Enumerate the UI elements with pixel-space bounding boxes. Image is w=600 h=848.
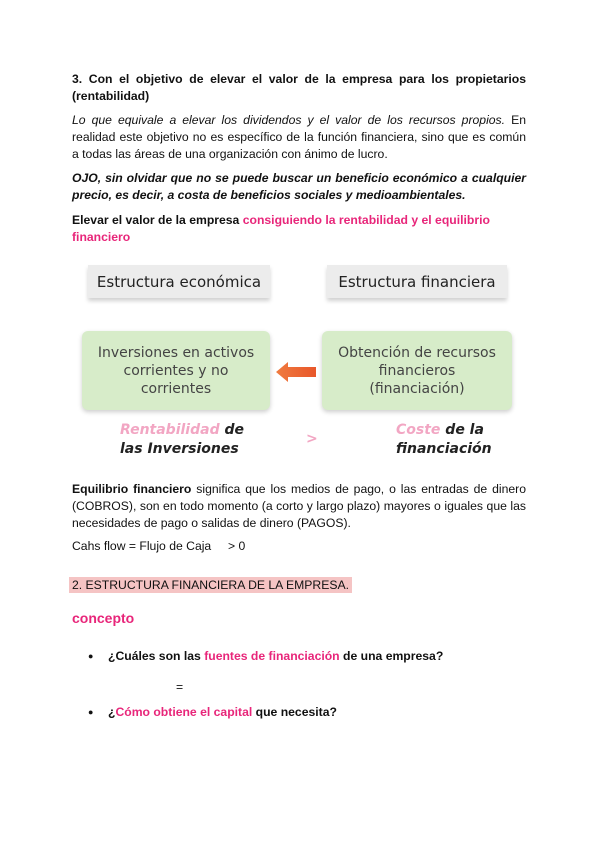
equilibrio-term: Equilibrio financiero — [72, 482, 192, 496]
q1-pink: fuentes de financiación — [204, 649, 340, 663]
paragraph-dividendos — [72, 112, 526, 163]
box-obtencion-text: Obtención de recursos financieros (financiación) — [338, 344, 496, 397]
equals-sign: = — [176, 680, 184, 694]
ojo-note: OJO, sin olvidar que no se puede buscar un beneficio económico a cualquier precio, es decir, a costa de beneficios sociales y medioambientales. — [72, 171, 526, 202]
cashflow-formula-right: > 0 — [228, 539, 246, 553]
label-coste-pink: Coste — [396, 422, 441, 438]
label-coste-de-la: de la — [440, 422, 484, 438]
equilibrio-definition — [72, 481, 526, 532]
left-arrow-icon — [276, 360, 318, 384]
label-coste — [396, 421, 536, 459]
box-inversiones — [82, 331, 270, 410]
section-2-title-text: 2. ESTRUCTURA FINANCIERA DE LA EMPRESA. — [69, 577, 352, 593]
box-inversiones-text: Inversiones en activos corrientes y no corrientes — [97, 344, 255, 397]
label-coste-line1 — [396, 421, 536, 440]
box-obtencion-recursos — [322, 331, 512, 410]
question-fuentes — [88, 648, 443, 665]
paragraph-italic-part: Lo que equivale a elevar los dividendos y el valor de los recursos propios. — [72, 113, 506, 127]
q1-post: de una empresa? — [339, 649, 444, 663]
equilibrio-text: significa que los medios de pago, o las entradas de dinero (COBROS), son en todo momento (a corto y largo plazo) mayores o iguales que las necesidades de pago o salidas de dinero (PAGOS). — [72, 482, 526, 530]
label-rentabilidad-pink: Rentabilidad — [120, 422, 220, 438]
bullet-icon: ● — [88, 707, 94, 717]
paragraph-rest: En realidad este objetivo no es específico de la función financiera, sino que es común a todas las áreas de una organización con ánimo de lucro. — [72, 113, 527, 161]
elevar-black-text: Elevar el valor de la empresa — [72, 213, 243, 227]
q2-pre: ¿ — [108, 705, 116, 719]
comparator-greater-than: > — [306, 431, 318, 447]
label-rentabilidad — [120, 421, 260, 459]
q2-pink: Cómo obtiene el capital — [115, 705, 253, 719]
label-rentabilidad-de: de — [219, 422, 244, 438]
q1-pre: ¿Cuáles son las — [108, 649, 205, 663]
concepto-subtitle: concepto — [72, 610, 135, 626]
header-estructura-financiera: Estructura financiera — [327, 265, 507, 298]
section-2-title — [69, 577, 352, 594]
elevar-pink-text: consiguiendo la rentabilidad y el equilibrio financiero — [72, 213, 490, 244]
elevar-statement — [72, 212, 526, 246]
label-coste-line2: financiación — [396, 441, 492, 457]
cashflow-formula-left: Cahs flow = Flujo de Caja — [72, 539, 212, 553]
header-estructura-economica: Estructura económica — [88, 265, 270, 298]
question-capital — [88, 704, 337, 721]
label-rentabilidad-line2: las Inversiones — [120, 441, 239, 457]
section-3-heading: 3. Con el objetivo de elevar el valor de la empresa para los propietarios (rentabilidad) — [72, 72, 526, 103]
bullet-icon: ● — [88, 651, 94, 661]
q2-post: que necesita? — [252, 705, 337, 719]
label-rentabilidad-line1 — [120, 421, 260, 440]
